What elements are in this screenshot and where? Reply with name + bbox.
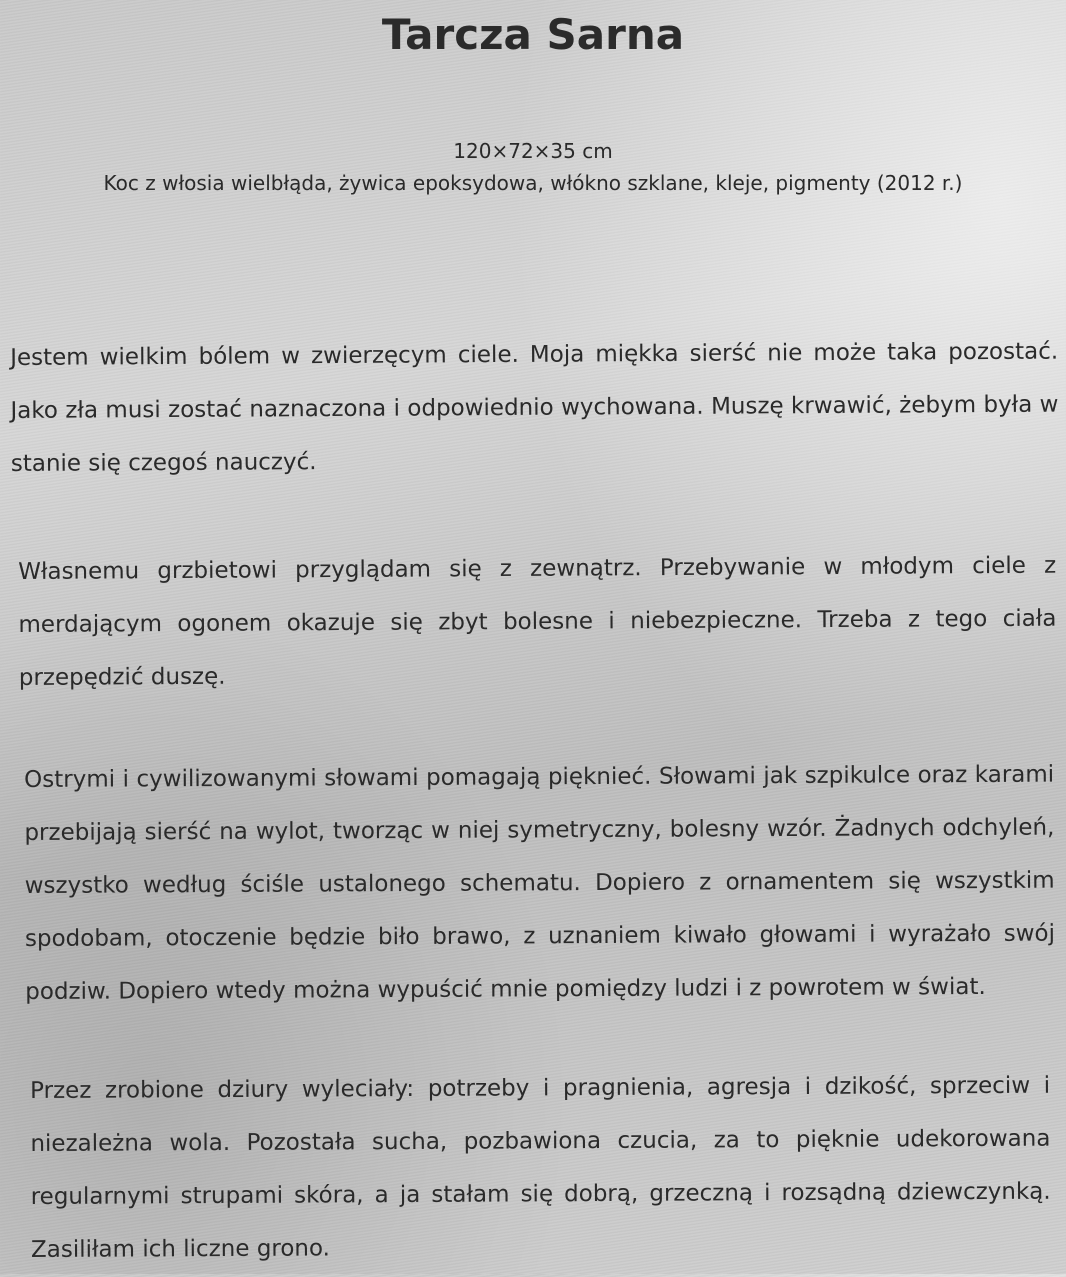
description-paragraph-2: Własnemu grzbietowi przyglądam się z zewnątrz. Przebywanie w młodym ciele z merdającym ogonem okazuje się zbyt bolesne i niebezpieczne. Trzeba z tego ciała przepędzić duszę.: [18, 552, 1057, 691]
description-paragraph-4: Przez zrobione dziury wyleciały: potrzeby i pragnienia, agresja i dzikość, sprzeciw i niezależna wola. Pozostała sucha, pozbawiona czucia, za to pięknie udekorowana regularnymi strupami skóra, a ja stałam się dobrą, grzeczną i rozsądną dziewczynką. Zasiliłam ich liczne grono.: [30, 1072, 1051, 1263]
description-paragraph-1: Jestem wielkim bólem w zwierzęcym ciele. Moja miękka sierść nie może taka pozostać. Jako zła musi zostać naznaczona i odpowiednio wychowana. Muszę krwawić, żebym była w stanie się czegoś nauczyć.: [10, 338, 1059, 477]
artwork-materials: Koc z włosia wielbłąda, żywica epoksydowa, włókno szklane, kleje, pigmenty (2012 r.): [103, 171, 963, 195]
description-paragraph-3: Ostrymi i cywilizowanymi słowami pomagają pięknieć. Słowami jak szpikulce oraz karami przebijają sierść na wylot, tworząc w niej symetryczny, bolesny wzór. Żadnych odchyleń, wszystko według ściśle ustalonego schematu. Dopiero z ornamentem się wszystkim spodobam, otoczenie będzie biło brawo, z uznaniem kiwało głowami i wyrażało swój podziw. Dopiero wtedy można wypuścić mnie pomiędzy ludzi i z powrotem w świat.: [24, 761, 1056, 1005]
artwork-dimensions: 120×72×35 cm: [453, 139, 613, 163]
artwork-title: Tarcza Sarna: [381, 10, 685, 59]
